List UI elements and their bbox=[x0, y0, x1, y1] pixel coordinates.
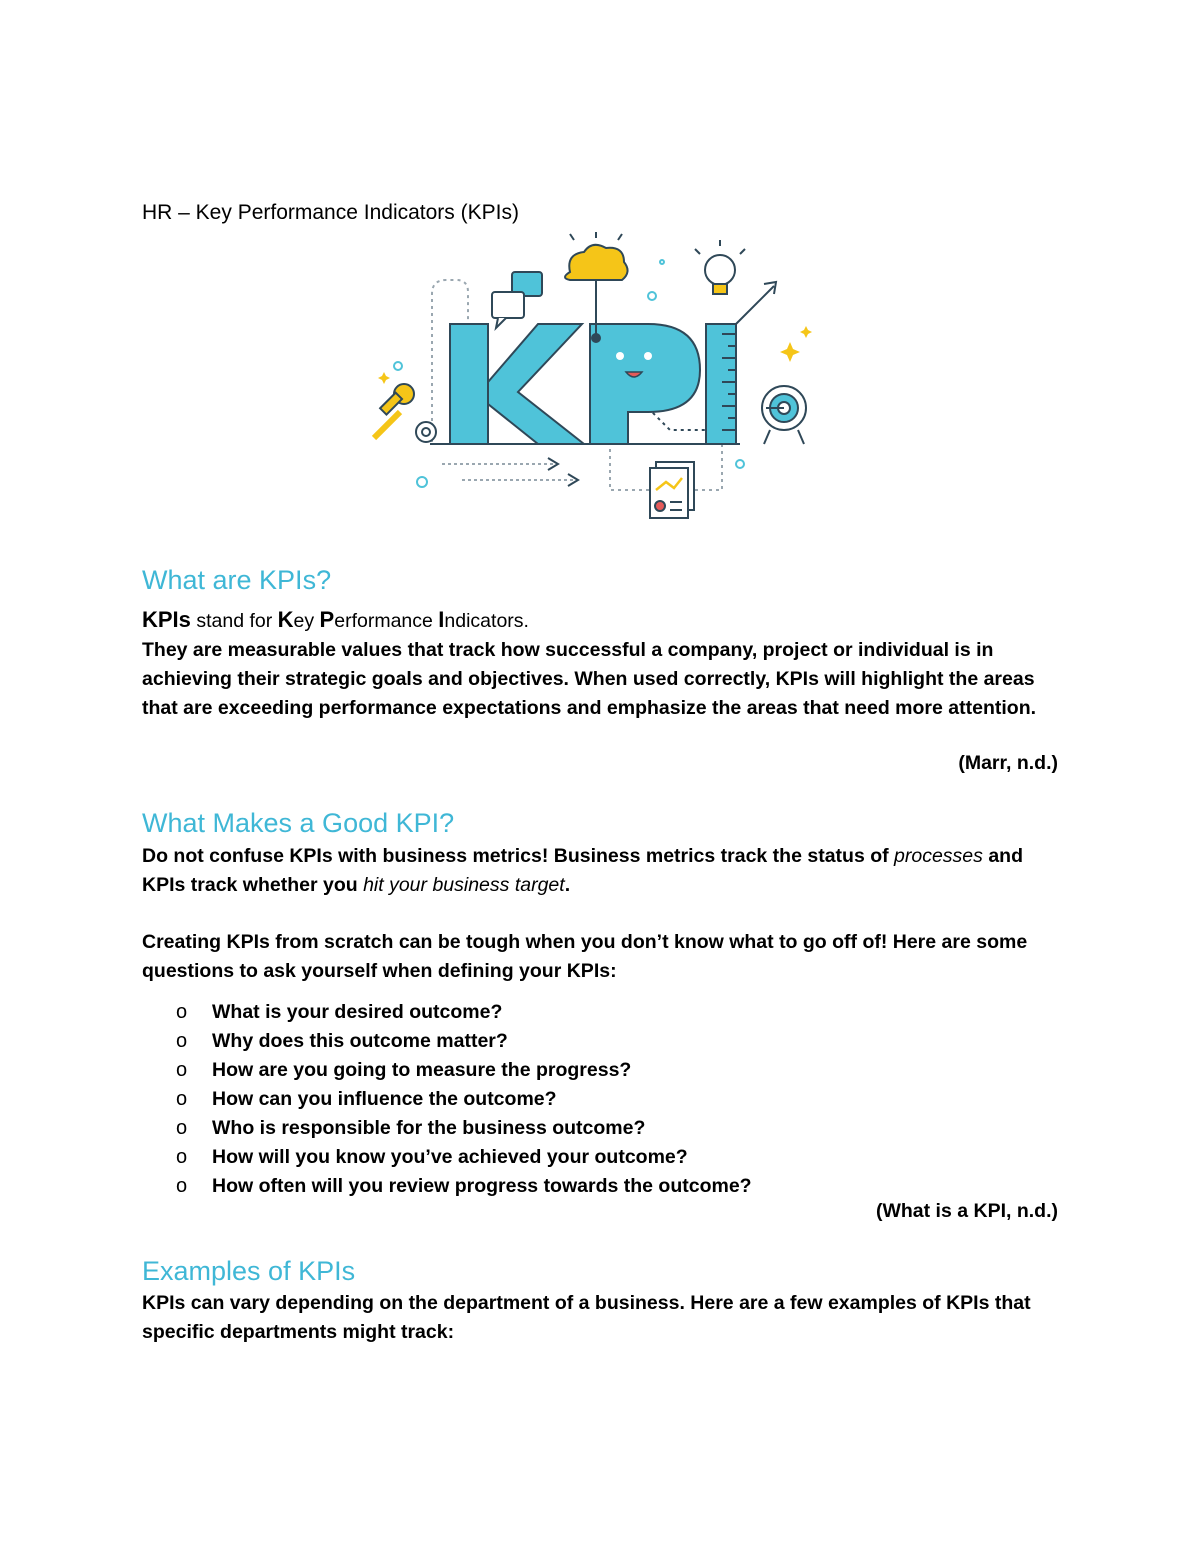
citation-what-is-a-kpi: (What is a KPI, n.d.) bbox=[875, 1200, 1058, 1222]
kpi-description-paragraph: They are measurable values that track how successful a company, project or individual is in achieving their strategic goals and objectives. When used correctly, KPIs will highlight the areas that are exceeding performance expectations and emphasize the areas that need more attention. bbox=[142, 639, 1037, 719]
letter-i bbox=[706, 324, 736, 444]
list-item: o How are you going to measure the progress? bbox=[176, 1059, 632, 1081]
list-item: o Why does this outcome matter? bbox=[176, 1030, 508, 1052]
arrow-icon bbox=[442, 458, 578, 486]
citation-marr: (Marr, n.d.) bbox=[958, 752, 1058, 774]
target-icon bbox=[762, 386, 806, 444]
list-item: o What is your desired outcome? bbox=[176, 1001, 503, 1023]
document-title: HR – Key Performance Indicators (KPIs) bbox=[142, 201, 519, 224]
creating-kpis-paragraph: Creating KPIs from scratch can be tough when you don’t know what to go off of! Here are some questions to ask yourself when defining your KPIs: bbox=[142, 931, 1028, 982]
gear-icon bbox=[416, 422, 436, 442]
lightbulb-icon bbox=[695, 240, 745, 294]
kpi-definition-line: KPIs stand for Key Performance Indicators. bbox=[142, 607, 529, 632]
examples-intro-paragraph: KPIs can vary depending on the department of a business. Here are a few examples of KPIs that specific departments might track: bbox=[142, 1292, 1031, 1343]
list-item: o Who is responsible for the business outcome? bbox=[176, 1117, 646, 1139]
list-item: o How will you know you’ve achieved your outcome? bbox=[176, 1146, 688, 1168]
question-list bbox=[176, 998, 752, 1201]
key-icon bbox=[374, 384, 414, 438]
list-item: o How can you influence the outcome? bbox=[176, 1088, 557, 1110]
kpi-illustration bbox=[370, 232, 830, 532]
report-icon bbox=[650, 462, 694, 518]
chat-icon bbox=[492, 272, 542, 328]
growth-arrow-icon bbox=[736, 282, 776, 324]
section-heading-good-kpi: What Makes a Good KPI? bbox=[142, 808, 455, 838]
list-item: o How often will you review progress towards the outcome? bbox=[176, 1175, 752, 1197]
section-heading-examples: Examples of KPIs bbox=[142, 1256, 356, 1286]
section-heading-what-are-kpis: What are KPIs? bbox=[142, 565, 332, 595]
letter-p bbox=[590, 324, 700, 444]
letter-k bbox=[450, 324, 584, 444]
metrics-vs-kpis-paragraph: Do not confuse KPIs with business metrics! Business metrics track the status of processes and KPIs track whether you hit your business target. bbox=[142, 845, 1023, 896]
